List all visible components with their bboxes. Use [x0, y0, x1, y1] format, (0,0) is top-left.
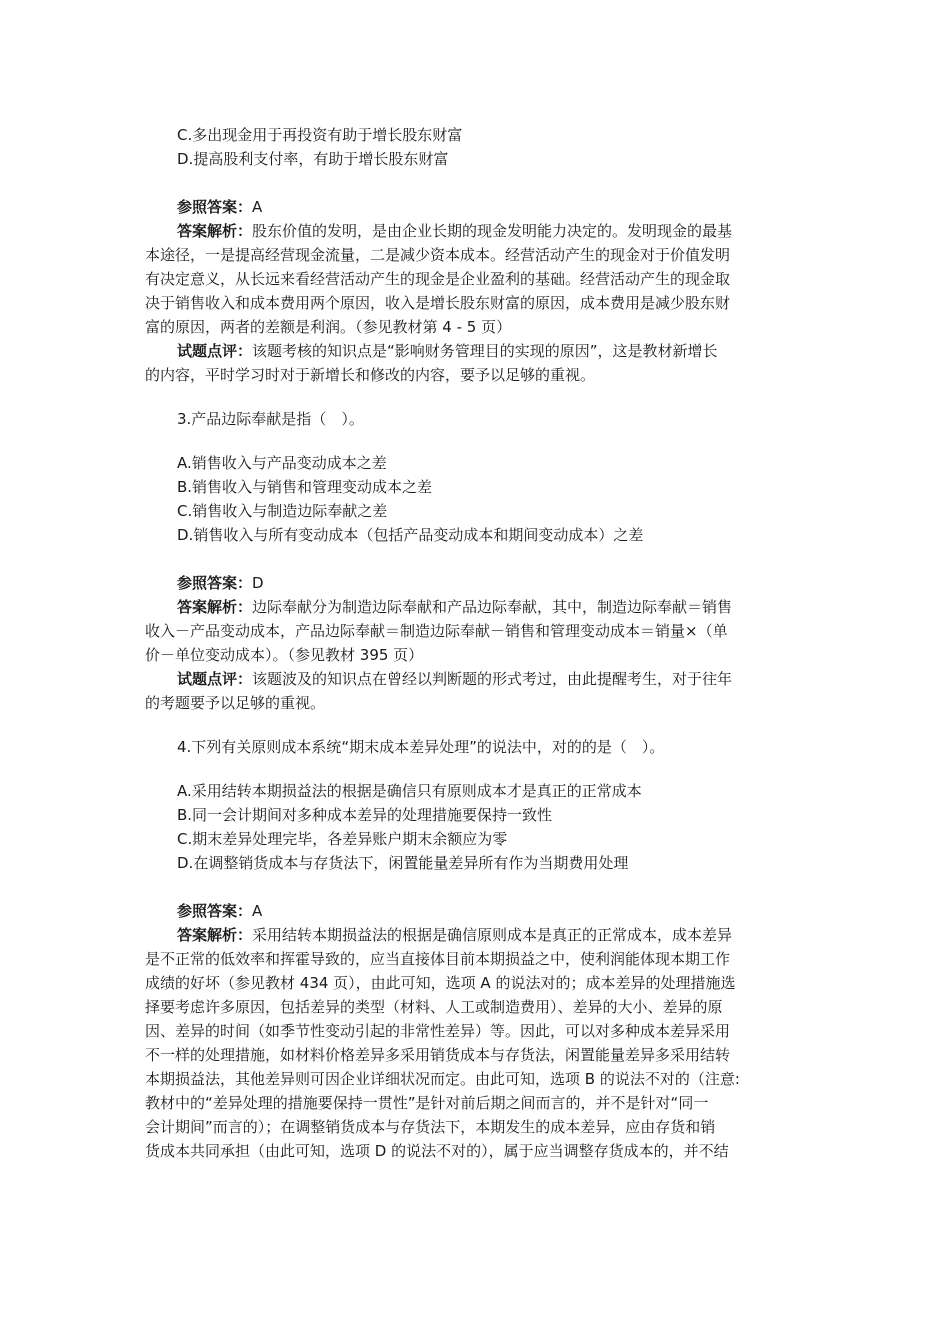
answer-label: 参照答案：: [177, 198, 253, 216]
q2-analysis-line: 本途径，一是提高经营现金流量，二是减少资本成本。经营活动产生的现金对于价值发明: [145, 246, 731, 264]
analysis-label: 答案解析：: [177, 926, 253, 944]
q2-analysis-line: 决于销售收入和成本费用两个原因，收入是增长股东财富的原因，成本费用是减少股东财: [145, 294, 731, 312]
q2-analysis-line: 有决定意义，从长远来看经营活动产生的现金是企业盈利的基础。经营活动产生的现金取: [145, 270, 731, 288]
q4-analysis-line: 因、差异的时间（如季节性变动引起的非常性差异）等。因此，可以对多种成本差异采用: [145, 1022, 731, 1040]
q3-option: B.销售收入与销售和管理变动成本之差: [177, 478, 433, 496]
q4-question: 4.下列有关原则成本系统“期末成本差异处理”的说法中，对的的是（ ）。: [177, 738, 665, 756]
q2-review-line: 的内容，平时学习时对于新增长和修改的内容，要予以足够的重视。: [145, 366, 596, 384]
q3-analysis-line: 价－单位变动成本）。（参见教材 395 页）: [145, 646, 424, 664]
answer-label: 参照答案：: [177, 902, 253, 920]
q4-analysis-line: 货成本共同承担（由此可知，选项 D 的说法不对的），属于应当调整存货成本的，并不结: [145, 1142, 729, 1160]
q4-option: B.同一会计期间对多种成本差异的处理措施要保持一致性: [177, 806, 553, 824]
q4-analysis-line: 教材中的“差异处理的措施要保持一贯性”是针对前后期之间而言的，并不是针对“同一: [145, 1094, 709, 1112]
q4-option: D.在调整销货成本与存货法下，闲置能量差异所有作为当期费用处理: [177, 854, 629, 872]
q4-analysis-line: 成绩的好坏（参见教材 434 页），由此可知，选项 A 的说法对的；成本差异的处理措施选: [145, 974, 736, 992]
q3-answer: [145, 571, 810, 595]
q2-review-line: 试题点评：该题考核的知识点是“影响财务管理目的实现的原因”，这是教材新增长: [177, 342, 718, 360]
q4-analysis-line: 本期损益法，其他差异则可因企业详细状况而定。由此可知，选项 B 的说法不对的（注意:: [145, 1070, 740, 1088]
answer-value: D: [252, 574, 264, 592]
review-label: 试题点评：: [177, 670, 253, 688]
document-content: [145, 123, 810, 1163]
q4-answer: [145, 899, 810, 923]
q3-review-line: 试题点评：该题波及的知识点在曾经以判断题的形式考过，由此提醒考生，对于往年: [177, 670, 733, 688]
answer-value: A: [252, 198, 263, 216]
q3-analysis-line: 答案解析：边际奉献分为制造边际奉献和产品边际奉献，其中，制造边际奉献＝销售: [177, 598, 733, 616]
q2-option-c: C.多出现金用于再投资有助于增长股东财富: [177, 126, 463, 144]
q4-option: A.采用结转本期损益法的根据是确信只有原则成本才是真正的正常成本: [177, 782, 642, 800]
answer-value: A: [252, 902, 263, 920]
q4-analysis-line: 择要考虑许多原因，包括差异的类型（材料、人工或制造费用）、差异的大小、差异的原: [145, 998, 723, 1016]
q3-option: C.销售收入与制造边际奉献之差: [177, 502, 388, 520]
review-label: 试题点评：: [177, 342, 253, 360]
q3-question: 3.产品边际奉献是指（ ）。: [177, 410, 364, 428]
q3-option: D.销售收入与所有变动成本（包括产品变动成本和期间变动成本）之差: [177, 526, 644, 544]
q4-analysis-line: 答案解析：采用结转本期损益法的根据是确信原则成本是真正的正常成本，成本差异: [177, 926, 733, 944]
analysis-label: 答案解析：: [177, 598, 253, 616]
answer-label: 参照答案：: [177, 574, 253, 592]
q2-analysis-line: 富的原因，两者的差额是利润。（参见教材第 4 - 5 页）: [145, 318, 512, 336]
q2-option-d: D.提高股利支付率，有助于增长股东财富: [177, 150, 449, 168]
q2-analysis-line: 答案解析：股东价值的发明，是由企业长期的现金发明能力决定的。发明现金的最基: [177, 222, 733, 240]
analysis-label: 答案解析：: [177, 222, 253, 240]
q4-analysis-line: 不一样的处理措施，如材料价格差异多采用销货成本与存货法，闲置能量差异多采用结转: [145, 1046, 731, 1064]
q4-analysis-line: 会计期间”而言的）；在调整销货成本与存货法下，本期发生的成本差异，应由存货和销: [145, 1118, 716, 1136]
q4-analysis-line: 是不正常的低效率和挥霍导致的，应当直接体目前本期损益之中，使利润能体现本期工作: [145, 950, 731, 968]
q3-review-line: 的考题要予以足够的重视。: [145, 694, 326, 712]
q3-analysis-line: 收入－产品变动成本，产品边际奉献＝制造边际奉献－销售和管理变动成本＝销量×（单: [145, 622, 728, 640]
q4-option: C.期末差异处理完毕，各差异账户期末余额应为零: [177, 830, 508, 848]
q3-option: A.销售收入与产品变动成本之差: [177, 454, 387, 472]
q2-answer: [145, 195, 810, 219]
